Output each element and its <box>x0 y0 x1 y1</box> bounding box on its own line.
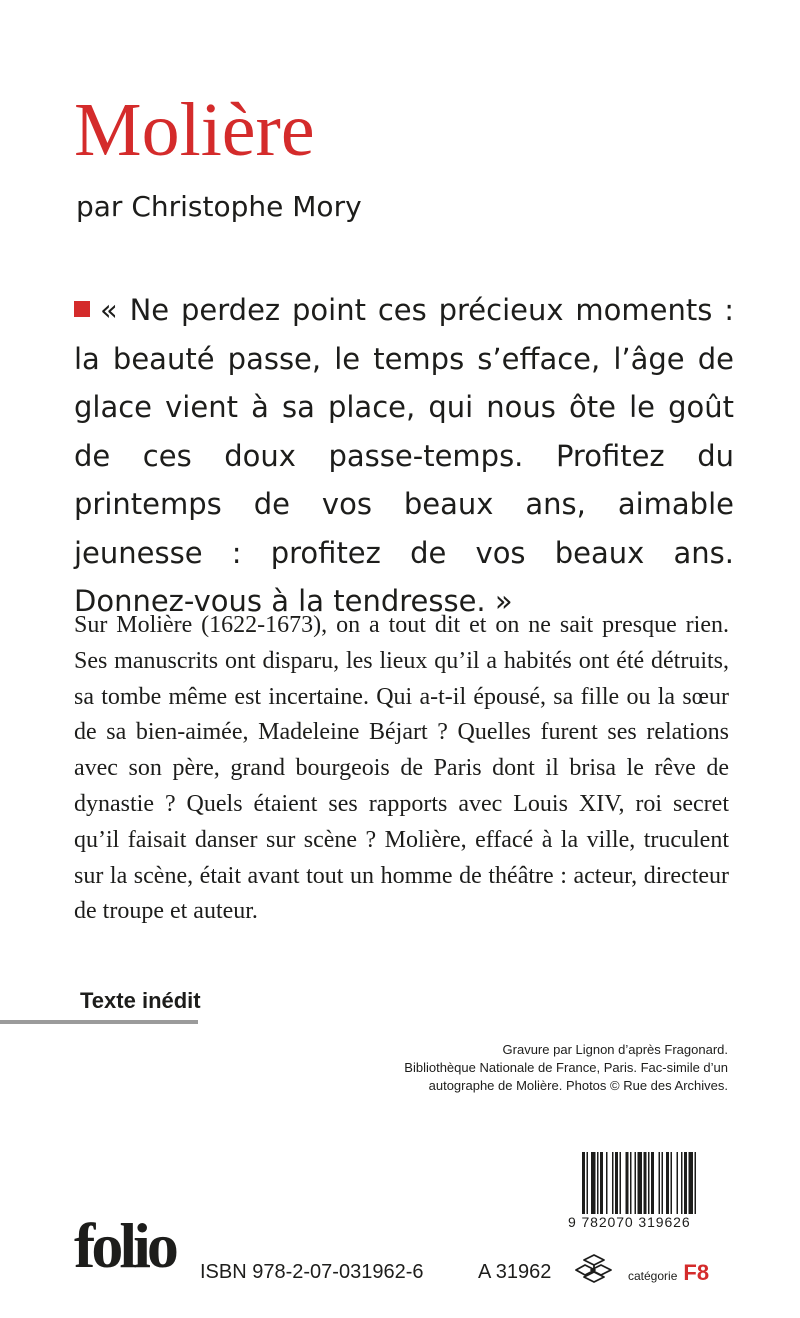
category-label: catégorie <box>628 1269 678 1283</box>
quote-block <box>74 286 734 626</box>
book-stack-icon <box>574 1253 614 1287</box>
red-square-bullet <box>74 301 90 317</box>
barcode-bar <box>612 1152 614 1214</box>
barcode-bar <box>600 1152 603 1214</box>
barcode-bar <box>615 1152 618 1214</box>
barcode-bar <box>635 1152 637 1214</box>
credit-line: autographe de Molière. Photos © Rue des Archives. <box>428 1078 728 1093</box>
barcode-bar <box>695 1152 697 1214</box>
barcode-bar <box>681 1152 683 1214</box>
barcode-digits: 9 782070 319626 <box>568 1214 732 1230</box>
barcode-bar <box>587 1152 589 1214</box>
image-credits <box>328 1041 728 1095</box>
isbn-text: ISBN 978-2-07-031962-6 <box>200 1261 424 1283</box>
category-block <box>628 1260 709 1286</box>
barcode-bar <box>659 1152 661 1214</box>
barcode-bar <box>684 1152 687 1214</box>
barcode-bar <box>677 1152 679 1214</box>
barcode-bar <box>644 1152 647 1214</box>
barcode-bar <box>626 1152 629 1214</box>
quote-text: « Ne perdez point ces précieux moments : la beauté passe, le temps s’efface, l’âge de glace vient à sa place, qui nous ôte le goût de ces doux passe-temps. Profitez du printemps de vos beaux ans, aimable jeunesse : profitez de vos beaux ans. Donnez-vous à la tendresse. » <box>74 293 734 618</box>
summary-text: Sur Molière (1622-1673), on a tout dit et on ne sait presque rien. Ses manuscrits ont disparu, les lieux qu’il a habités ont été détruits, sa tombe même est incertaine. Qui a-t-il épousé, sa fille ou la sœur de sa bien-aimée, Madeleine Béjart ? Quelles furent ses relations avec son père, grand bourgeois de Paris dont il brisa le rêve de dynastie ? Quels étaient ses rapports avec Louis XIV, roi secret qu’il faisait danser sur scène ? Molière, effacé à la ville, truculent sur la scène, était avant tout un homme de théâtre : acteur, directeur de troupe et auteur. <box>74 612 729 925</box>
edition-label: Texte inédit <box>80 988 201 1013</box>
author-line: par Christophe Mory <box>76 190 362 223</box>
barcode-bar <box>671 1152 673 1214</box>
barcode-bar <box>638 1152 643 1214</box>
barcode-bar <box>648 1152 650 1214</box>
barcode-bar <box>620 1152 622 1214</box>
category-value: F8 <box>683 1260 710 1285</box>
barcode-bar <box>651 1152 654 1214</box>
publisher-logo: folio <box>74 1210 175 1281</box>
barcode-bar <box>630 1152 632 1214</box>
barcode-bar <box>597 1152 599 1214</box>
barcode-bar <box>666 1152 669 1214</box>
credit-line: Bibliothèque Nationale de France, Paris. Fac-simile d’un <box>404 1060 728 1075</box>
barcode-bar <box>591 1152 596 1214</box>
credit-line: Gravure par Lignon d’après Fragonard. <box>502 1042 728 1057</box>
barcode-bar <box>606 1152 608 1214</box>
barcode-bar <box>662 1152 664 1214</box>
barcode-bar <box>582 1152 585 1214</box>
grey-rule <box>0 1020 198 1024</box>
reference-number: A 31962 <box>478 1261 552 1283</box>
barcode-bar <box>689 1152 694 1214</box>
book-title: Molière <box>74 88 315 172</box>
